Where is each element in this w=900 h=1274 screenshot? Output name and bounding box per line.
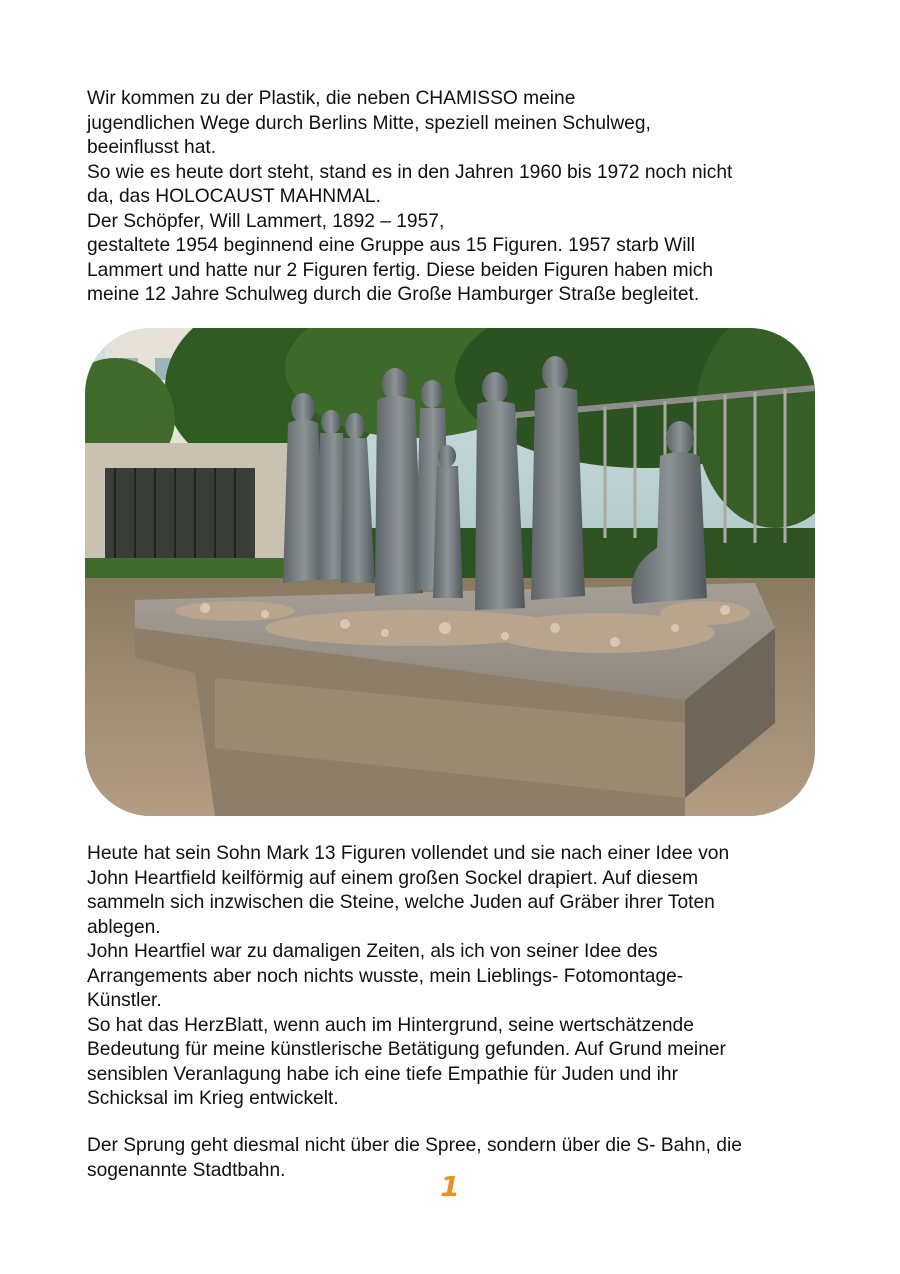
text-line: Schicksal im Krieg entwickelt. [87,1088,339,1109]
text-line: beeinflusst hat. [87,137,217,158]
text-line: Der Schöpfer, Will Lammert, 1892 – 1957, [87,210,445,232]
text-line: John Heartfiel war zu damaligen Zeiten, als ich von seiner Idee des [87,941,658,962]
text-line: Arrangements aber noch nichts wusste, mein Lieblings- Fotomontage- [87,965,684,987]
text-line: da, das HOLOCAUST MAHNMAL. [87,186,381,207]
text-line: John Heartfield keilförmig auf einem großen Sockel drapiert. Auf diesem [87,867,699,889]
text-line: Wir kommen zu der Plastik, die neben CHAMISSO meine [87,88,576,109]
text-line: sogenannte Stadtbahn. [87,1159,286,1181]
text-line: Der Sprung geht diesmal nicht über die Spree, sondern über die S- Bahn, die [87,1135,742,1156]
text-line: So hat das HerzBlatt, wenn auch im Hintergrund, seine wertschätzende [87,1014,694,1036]
page-number: 1 [440,1170,460,1203]
text-line: Künstler. [87,990,162,1011]
text-line: ablegen. [87,916,161,938]
text-line: sensiblen Veranlagung habe ich eine tiefe Empathie für Juden und ihr [87,1063,678,1085]
intro-paragraph [87,87,817,308]
text-line: jugendlichen Wege durch Berlins Mitte, speziell meinen Schulweg, [87,112,651,134]
text-line: sammeln sich inzwischen die Steine, welche Juden auf Gräber ihrer Toten [87,892,715,913]
text-line: So wie es heute dort steht, stand es in den Jahren 1960 bis 1972 noch nicht [87,161,733,183]
text-line: Heute hat sein Sohn Mark 13 Figuren vollendet und sie nach einer Idee von [87,843,730,864]
body-paragraph [87,842,817,1112]
memorial-photo [85,328,815,816]
text-line: meine 12 Jahre Schulweg durch die Große Hamburger Straße begleitet. [87,284,700,305]
text-line: Bedeutung für meine künstlerische Betätigung gefunden. Auf Grund meiner [87,1039,726,1060]
text-line: Lammert und hatte nur 2 Figuren fertig. Diese beiden Figuren haben mich [87,259,714,281]
text-line: gestaltete 1954 beginnend eine Gruppe aus 15 Figuren. 1957 starb Will [87,235,696,256]
